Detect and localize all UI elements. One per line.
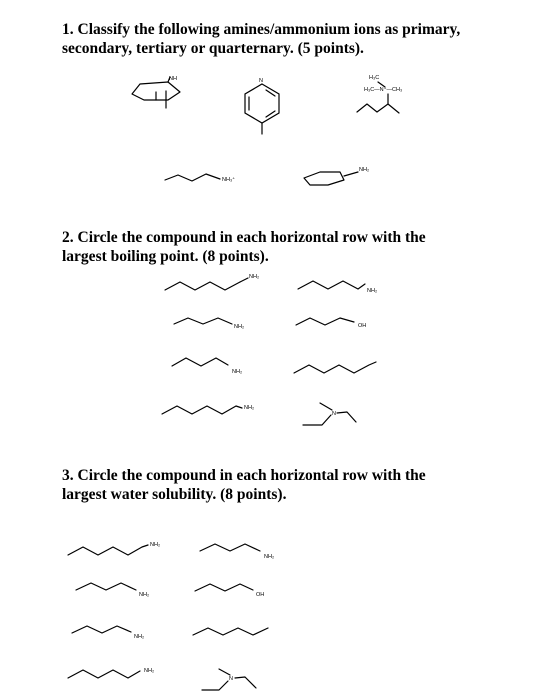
q2-r3-left-chain: [172, 358, 228, 366]
q2-r1-left-chain: [165, 282, 240, 290]
q3-row-3: [72, 626, 268, 640]
question-1-line-2: secondary, tertiary or quarternary. (5 points).: [62, 40, 364, 57]
q1-cyclohexane-nh2-label: NH₂: [359, 167, 370, 173]
question-3-line-1: 3. Circle the compound in each horizontal row with the: [62, 467, 426, 484]
q1-alkyl-chain-nh3: [165, 174, 220, 181]
q2-r4-right-bond-2: [337, 412, 356, 422]
q1-cyclohexane-ring: [304, 172, 344, 185]
question-3-line-2: largest water solubility. (8 points).: [62, 486, 287, 503]
q1-quat-branch: [388, 104, 399, 113]
q2-r2-left-nh2: NH₂: [234, 324, 245, 330]
q3-r4-left-chain: [68, 670, 140, 678]
q2-row-1: [165, 274, 377, 294]
q2-r1-left-nh2: NH₂: [249, 274, 260, 280]
q1-h3c-label: H₃C: [369, 75, 380, 81]
q1-structure-quaternary-ammonium: [357, 75, 402, 113]
q2-r4-left-nh2: NH₂: [244, 405, 255, 411]
q2-r4-right-bond-1: [320, 403, 332, 410]
q3-r2-right-oh: OH: [256, 592, 265, 598]
q2-r3-right-chain: [294, 362, 376, 373]
q2-r1-left-nh2-bond: [240, 278, 248, 282]
q2-r2-right-chain: [296, 318, 354, 325]
q3-r2-left-nh2: NH₂: [139, 592, 150, 598]
q3-r1-right-nh2: NH₂: [264, 554, 275, 560]
q3-r4-right-bond-2: [235, 677, 256, 688]
q1-quat-alkyl-chain: [357, 94, 388, 112]
q3-r1-right-chain: [200, 544, 260, 551]
question-2-line-1: 2. Circle the compound in each horizontal row with the: [62, 229, 426, 246]
q3-r4-right-n: N: [229, 676, 233, 682]
q2-r1-right-chain: [298, 281, 365, 289]
q3-r1-left-chain: [68, 545, 148, 555]
q1-structure-pyridine: [245, 78, 279, 134]
q2-r2-left-chain: [174, 318, 232, 324]
q3-r2-right-chain: [195, 584, 253, 591]
q3-r2-left-chain: [76, 583, 136, 590]
q2-r1-right-nh2: NH₂: [367, 288, 378, 294]
q1-nh3-label: NH₃⁺: [222, 177, 236, 183]
q3-r3-right-chain: [193, 628, 268, 635]
q1-quat-n-label: H₃C—N⁺—CH₃: [364, 87, 403, 93]
q3-row-1: [68, 542, 274, 560]
q3-row-2: [76, 583, 264, 598]
q3-r3-left-nh2: NH₂: [134, 634, 145, 640]
question-1-line-1: 1. Classify the following amines/ammonium ions as primary,: [62, 21, 461, 38]
q3-row-4: [68, 668, 256, 690]
q1-structure-alkylammonium: [165, 174, 235, 183]
q2-r4-right-bond-3: [303, 415, 331, 425]
q2-row-3: [172, 358, 376, 375]
q2-row-2: [174, 318, 366, 330]
q1-cyclohexane-nh2-bond: [344, 172, 358, 176]
q2-r3-left-nh2: NH₂: [232, 369, 243, 375]
q1-structure-cyclohexylamine: [304, 167, 369, 185]
q3-r4-right-bond-3: [202, 681, 228, 690]
q2-r4-left-chain: [162, 406, 242, 414]
q3-r1-left-nh2: NH₂: [150, 542, 161, 548]
q1-structure-cyclic-secondary-amine: [132, 76, 180, 108]
q2-row-4: [162, 403, 356, 425]
q2-r2-right-oh: OH: [358, 323, 367, 329]
q2-r4-right-n: N: [332, 411, 336, 417]
q1-nh-label: NH: [169, 76, 177, 82]
question-2-line-2: largest boiling point. (8 points).: [62, 248, 269, 265]
q3-r4-right-bond-1: [219, 669, 230, 675]
q1-pyridine-ring: [245, 84, 279, 123]
q3-r3-left-chain: [72, 626, 131, 633]
q3-r4-left-nh2: NH₂: [144, 668, 155, 674]
q1-n-label: N: [259, 78, 263, 84]
